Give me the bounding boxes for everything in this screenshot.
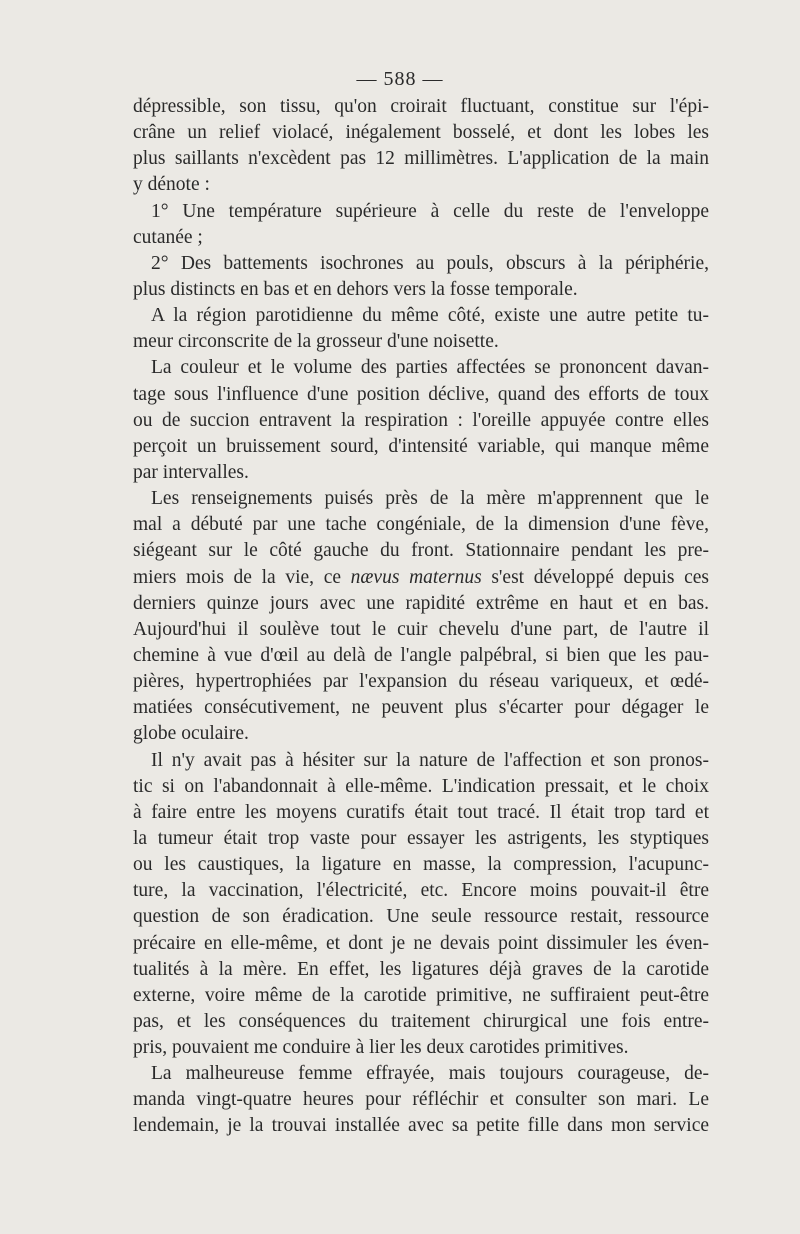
text-line: tic si on l'abandonnait à elle-même. L'indication pressait, et le choix [133, 775, 709, 797]
text-line: matiées consécutivement, ne peuvent plus s'écarter pour dégager le [133, 697, 709, 719]
text-line: siégeant sur le côté gauche du front. Stationnaire pendant les pre- [133, 540, 709, 562]
text-line: La couleur et le volume des parties affectées se prononcent davan- [151, 357, 709, 379]
text-line: cutanée ; [133, 226, 203, 248]
text-line: ou de succion entravent la respiration : l'oreille appuyée contre elles [133, 409, 709, 431]
text-line: chemine à vue d'œil au delà de l'angle palpébral, si bien que les pau- [133, 644, 709, 666]
text-line: ture, la vaccination, l'électricité, etc. Encore moins pouvait-il être [133, 880, 709, 902]
text-line: tage sous l'influence d'une position déclive, quand des efforts de toux [133, 383, 709, 405]
text-line: question de son éradication. Une seule ressource restait, ressource [133, 906, 709, 928]
text-line: mal a débuté par une tache congéniale, de la dimension d'une fève, [133, 514, 709, 536]
text-line: 2° Des battements isochrones au pouls, obscurs à la périphérie, [151, 252, 709, 274]
text-line: à faire entre les moyens curatifs était tout tracé. Il était trop tard et [133, 801, 709, 823]
text-line: perçoit un bruissement sourd, d'intensité variable, qui manque même [133, 435, 709, 457]
text-line: plus distincts en bas et en dehors vers la fosse temporale. [133, 278, 578, 300]
text-line: meur circonscrite de la grosseur d'une noisette. [133, 331, 499, 353]
text-line: externe, voire même de la carotide primitive, ne suffiraient peut-être [133, 984, 709, 1006]
text-line: plus saillants n'excèdent pas 12 millimètres. L'application de la main [133, 148, 709, 170]
text-line [133, 565, 709, 591]
text-line: pris, pouvaient me conduire à lier les deux carotides primitives. [133, 1037, 629, 1059]
text-line: ou les caustiques, la ligature en masse, la compression, l'acupunc- [133, 854, 709, 876]
text-line: Les renseignements puisés près de la mère m'apprennent que le [151, 488, 709, 510]
text-line: lendemain, je la trouvai installée avec sa petite fille dans mon service [133, 1115, 709, 1137]
text-line: dépressible, son tissu, qu'on croirait fluctuant, constitue sur l'épi- [133, 96, 709, 117]
page-number: — 588 — [356, 68, 444, 90]
text-line: tualités à la mère. En effet, les ligatures déjà graves de la carotide [133, 958, 709, 980]
body-text [133, 94, 709, 1140]
text-line: crâne un relief violacé, inégalement bosselé, et dont les lobes les [133, 122, 709, 144]
text-line: derniers quinze jours avec une rapidité extrême en haut et en bas. [133, 592, 709, 614]
text-line: y dénote : [133, 174, 210, 196]
text-line: 1° Une température supérieure à celle du reste de l'enveloppe [151, 200, 709, 222]
text-line: par intervalles. [133, 461, 249, 483]
text-line: pas, et les conséquences du traitement chirurgical une fois entre- [133, 1010, 709, 1032]
text-line: la tumeur était trop vaste pour essayer les astrigents, les styptiques [133, 827, 709, 849]
latin-term: nævus maternus [350, 566, 482, 588]
text-line: globe oculaire. [133, 723, 249, 745]
text-line: Il n'y avait pas à hésiter sur la nature de l'affection et son pronos- [151, 749, 709, 771]
text-segment: s'est développé depuis ces [481, 566, 709, 588]
text-line: La malheureuse femme effrayée, mais toujours courageuse, de- [151, 1063, 709, 1085]
text-line: pières, hypertrophiées par l'expansion du réseau variqueux, et œdé- [133, 671, 709, 693]
text-line: précaire en elle-même, et dont je ne devais point dissimuler les éven- [133, 932, 709, 954]
text-line: A la région parotidienne du même côté, existe une autre petite tu- [151, 305, 709, 327]
text-segment: miers mois de la vie, ce [133, 566, 351, 588]
text-line: Aujourd'hui il soulève tout le cuir chevelu d'une part, de l'autre il [133, 618, 709, 640]
text-line: manda vingt-quatre heures pour réfléchir et consulter son mari. Le [133, 1089, 709, 1111]
